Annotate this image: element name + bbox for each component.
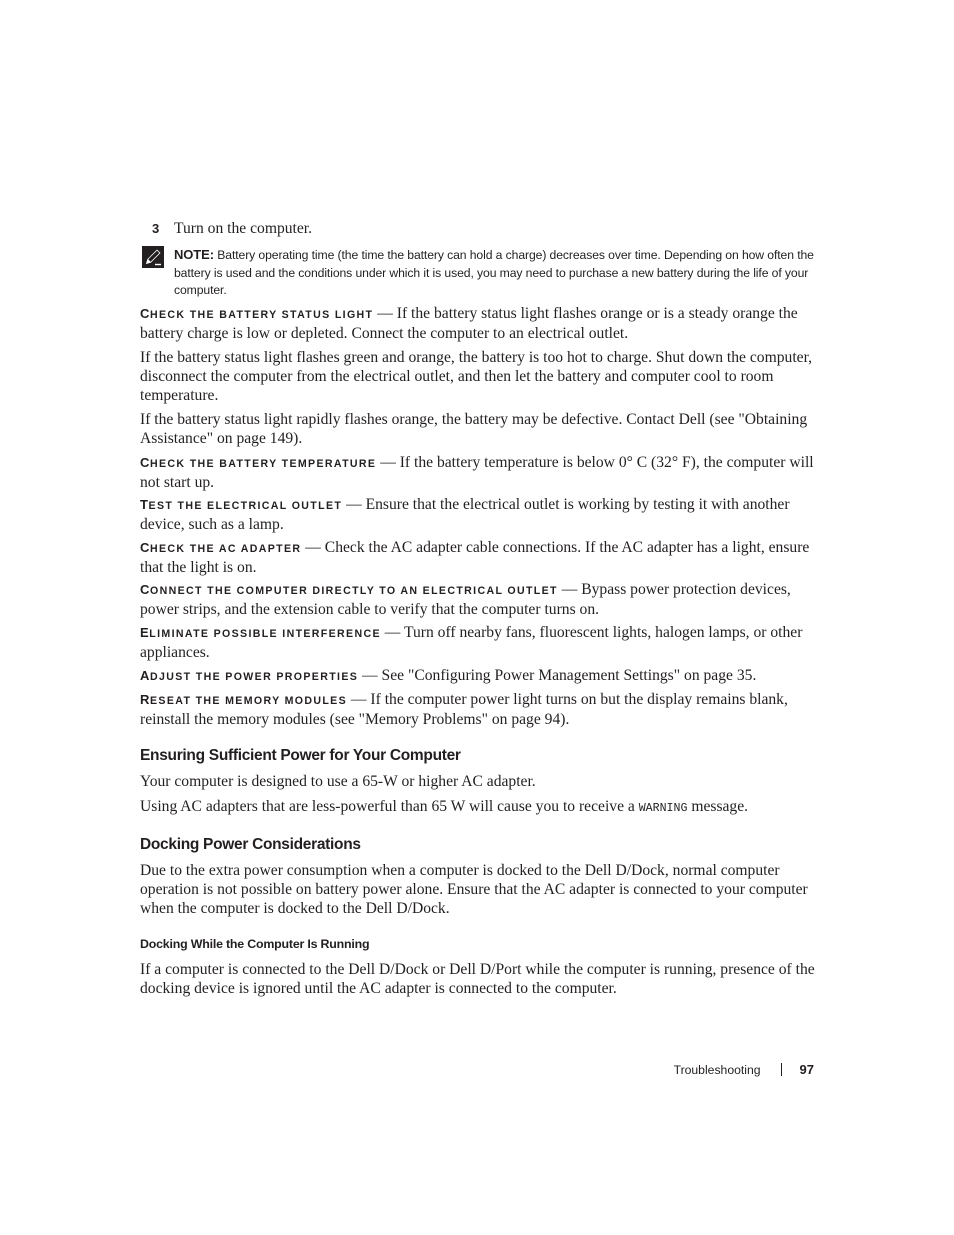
step-item — [152, 220, 312, 239]
paragraph-battery-hot: If the battery status light flashes green and orange, the battery is too hot to charge. Shut down the computer, disconnect the computer from the electrical outlet, and then let the battery and computer cool to room temperature. — [140, 349, 813, 404]
item-connect-directly — [140, 581, 818, 620]
item-eliminate-interference — [140, 624, 818, 663]
item-heading: CHECK THE BATTERY STATUS LIGHT — [140, 306, 374, 321]
subsection-heading-docking-running: Docking While the Computer Is Running — [140, 937, 370, 951]
item-check-battery-status-light — [140, 305, 818, 344]
item-text: If the computer power light turns on but the display remains blank, reinstall the memory modules (see "Memory Problems" on page 94). — [140, 691, 788, 728]
item-text: If the battery status light flashes orange or is a steady orange the battery charge is low or depleted. Connect the computer to an electrical outlet. — [140, 305, 798, 342]
footer-chapter: Troubleshooting — [673, 1063, 761, 1077]
item-text: Bypass power protection devices, power strips, and the extension cable to verify that the computer turns on. — [140, 581, 791, 618]
item-dash: — — [347, 691, 371, 708]
item-heading: CHECK THE BATTERY TEMPERATURE — [140, 455, 377, 470]
paragraph-docking-power: Due to the extra power consumption when a computer is docked to the Dell D/Dock, normal computer operation is not possible on battery power alone. Ensure that the AC adapter is connected to your computer when the computer is docked to the Dell D/Dock. — [140, 862, 808, 917]
item-text: See "Configuring Power Management Settings" on page 35. — [381, 667, 757, 684]
paragraph-adapter-requirement: Your computer is designed to use a 65-W or higher AC adapter. — [140, 773, 536, 790]
paragraph-adapter-warning: Using AC adapters that are less-powerful than 65 W will cause you to receive a WARNING message. — [140, 798, 749, 815]
item-heading: CONNECT THE COMPUTER DIRECTLY TO AN ELECTRICAL OUTLET — [140, 582, 558, 597]
footer-separator — [781, 1063, 782, 1076]
step-text: Turn on the computer. — [174, 220, 313, 237]
paragraph-battery-defective: If the battery status light rapidly flashes orange, the battery may be defective. Contact Dell (see "Obtaining Assistance" on page 149). — [140, 411, 808, 447]
warning-code: WARNING — [638, 802, 688, 815]
item-dash: — — [358, 667, 382, 684]
page-footer — [600, 1062, 814, 1077]
note-text — [174, 246, 820, 300]
note-body: Battery operating time (the time the battery can hold a charge) decreases over time. Depending on how often the battery is used and the conditions under which it is used, you may need to purchase a new battery during the life of your computer. — [174, 248, 814, 298]
page-number: 97 — [799, 1062, 814, 1077]
item-heading: RESEAT THE MEMORY MODULES — [140, 692, 348, 707]
item-text: If the battery temperature is below 0° C (32° F), the computer will not start up. — [140, 454, 814, 491]
item-dash: — — [301, 539, 325, 556]
item-dash: — — [373, 305, 397, 322]
note-pencil-icon — [142, 246, 164, 268]
item-heading: CHECK THE AC ADAPTER — [140, 540, 302, 555]
item-dash: — — [380, 624, 404, 641]
item-reseat-memory-modules — [140, 691, 818, 730]
section-heading-docking-power: Docking Power Considerations — [140, 836, 361, 853]
step-number: 3 — [152, 221, 160, 236]
item-heading: TEST THE ELECTRICAL OUTLET — [140, 497, 343, 512]
item-dash: — — [376, 454, 400, 471]
item-dash: — — [342, 496, 366, 513]
item-check-ac-adapter — [140, 539, 818, 578]
note-label: NOTE: — [174, 247, 214, 262]
item-text: Turn off nearby fans, fluorescent lights, halogen lamps, or other appliances. — [140, 624, 803, 661]
section-heading-sufficient-power: Ensuring Sufficient Power for Your Computer — [140, 747, 461, 764]
item-test-electrical-outlet — [140, 496, 818, 535]
item-check-battery-temperature — [140, 454, 818, 493]
item-text: Ensure that the electrical outlet is working by testing it with another device, such as a lamp. — [140, 496, 790, 533]
item-adjust-power-properties — [140, 667, 818, 687]
item-heading: ADJUST THE POWER PROPERTIES — [140, 668, 359, 683]
item-heading: ELIMINATE POSSIBLE INTERFERENCE — [140, 625, 381, 640]
paragraph-docking-running: If a computer is connected to the Dell D/Dock or Dell D/Port while the computer is running, presence of the docking device is ignored until the AC adapter is connected to the computer. — [140, 961, 815, 997]
item-text: Check the AC adapter cable connections. If the AC adapter has a light, ensure that the light is on. — [140, 539, 810, 576]
item-dash: — — [557, 581, 582, 598]
